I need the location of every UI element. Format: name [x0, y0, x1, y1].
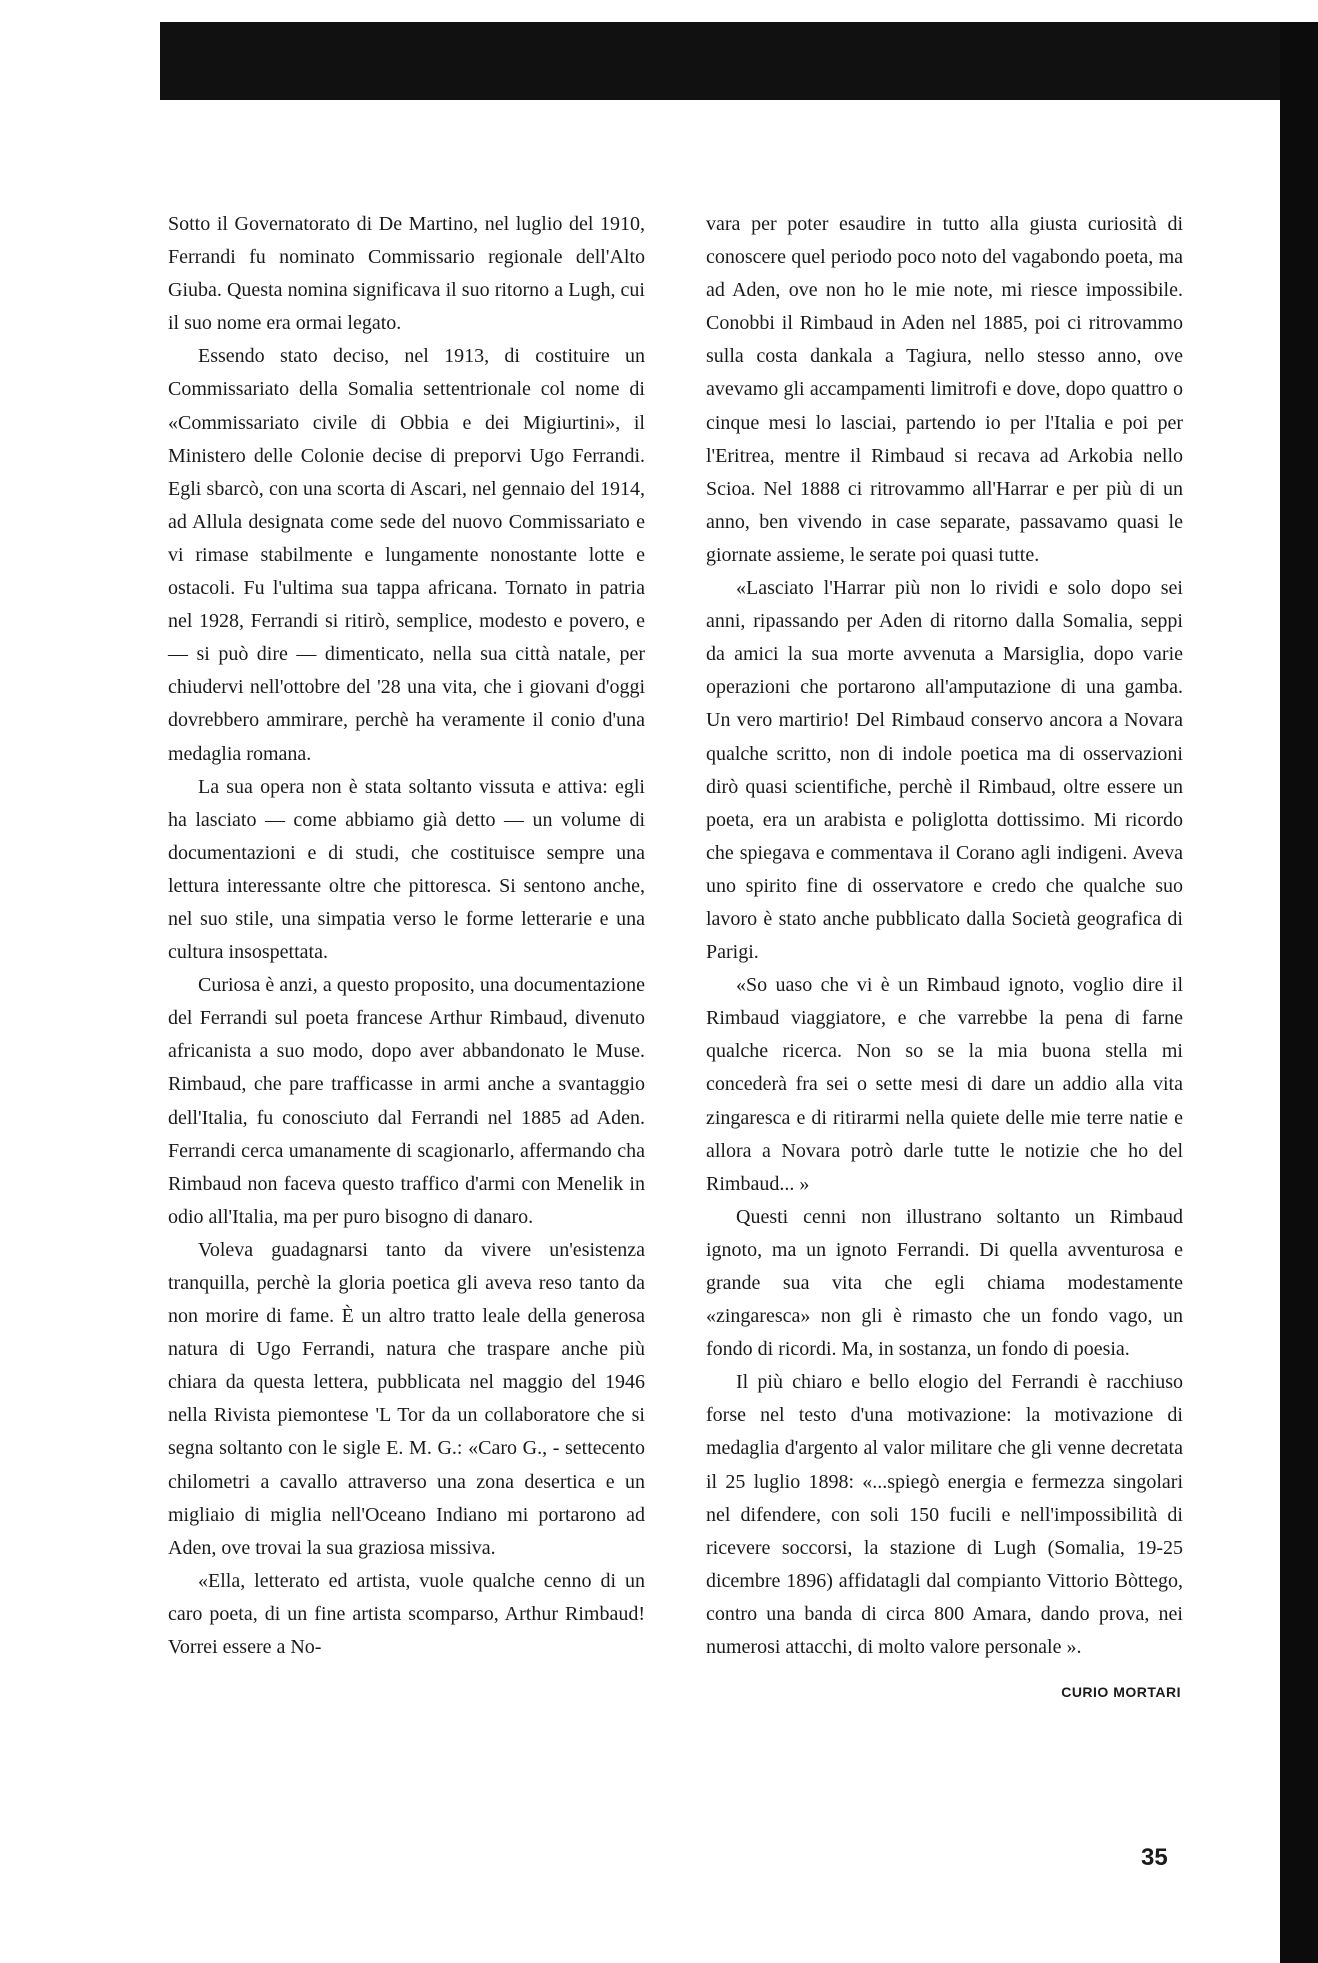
paragraph: vara per poter esaudire in tutto alla giusta curiosità di conoscere quel periodo poco noto del vagabondo poeta, ma ad Aden, ove non ho le mie note, mi riesce impossibile. Conobbi il Rimbaud in Aden nel 1885, poi ci ritrovammo sulla costa dankala a Tagiura, nello stesso anno, ove avevamo gli accampamenti limitrofi e dove, dopo quattro o cinque mesi lo lasciai, partendo io per l'Italia e poi per l'Eritrea, mentre il Rimbaud si recava ad Arkobia nello Scioa. Nel 1888 ci ritrovammo all'Harrar e per più di un anno, ben vivendo in case separate, passavamo quasi le giornate assieme, le serate poi quasi tutte.	[706, 213, 1183, 566]
paragraph: Sotto il Governatorato di De Martino, nel luglio del 1910, Ferrandi fu nominato Commissario regionale dell'Alto Giuba. Questa nomina significava il suo ritorno a Lugh, cui il suo nome era ormai legato.	[168, 213, 645, 335]
paragraph: La sua opera non è stata soltanto vissuta e attiva: egli ha lasciato — come abbiamo già detto — un volume di documentazioni e di studi, che costituisce sempre una lettura interessante oltre che pittoresca. Si sentono anche, nel suo stile, una simpatia verso le forme letterarie e una cultura insospettata.	[168, 775, 645, 964]
paragraph: Voleva guadagnarsi tanto da vivere un'esistenza tranquilla, perchè la gloria poetica gli aveva reso tanto da non morire di fame. È un altro tratto leale della generosa natura di Ugo Ferrandi, natura che traspare anche più chiara da questa lettera, pubblicata nel maggio del 1946 nella Rivista piemontese 'L Tor da un collaboratore che si segna soltanto con le sigle E. M. G.: «Caro G., - settecento chilometri a cavallo attraverso una zona desertica e un migliaio di miglia nell'Oceano Indiano mi portarono ad Aden, ove trovai la sua graziosa missiva.	[168, 1238, 645, 1559]
left-column	[168, 208, 645, 1664]
paragraph: Il più chiaro e bello elogio del Ferrandi è racchiuso forse nel testo d'una motivazione: la motivazione di medaglia d'argento al valor militare che gli venne decretata il 25 luglio 1898: «...spiegò energia e fermezza singolari nel difendere, con soli 150 fucili e nell'impossibilità di ricevere soccorsi, la stazione di Lugh (Somalia, 19-25 dicembre 1896) affidatagli dal compianto Vittorio Bòttego, contro una banda di circa 800 Amara, dando prova, nei numerosi attacchi, di molto valore personale ».	[706, 1371, 1183, 1659]
paragraph: «Lasciato l'Harrar più non lo rividi e solo dopo sei anni, ripassando per Aden di ritorno dalla Somalia, seppi da amici la sua morte avvenuta a Marsiglia, dopo varie operazioni che portarono all'amputazione di una gamba. Un vero martirio! Del Rimbaud conservo ancora a Novara qualche scritto, non di indole poetica ma di osservazioni dirò quasi scientifiche, perchè il Rimbaud, oltre essere un poeta, era un arabista e poliglotta dottissimo. Mi ricordo che spiegava e commentava il Corano agli indigeni. Aveva uno spirito fine di osservatore e credo che qualche suo lavoro è stato anche pubblicato dalla Società geografica di Parigi.	[706, 577, 1183, 964]
scan-black-border-top	[160, 22, 1318, 100]
author-signature: CURIO MORTARI	[1061, 1684, 1181, 1701]
paragraph: «So uaso che vi è un Rimbaud ignoto, voglio dire il Rimbaud viaggiatore, e che varrebbe la pena di farne qualche ricerca. Non so se la mia buona stella mi concederà fra sei o sette mesi di dare un addio alla vita zingaresca e di ritirarmi nella quiete delle mie terre natie e allora a Novara potrò darle tutte le notizie che ho del Rimbaud... »	[706, 974, 1183, 1195]
paragraph: Essendo stato deciso, nel 1913, di costituire un Commissariato della Somalia settentrionale col nome di «Commissariato civile di Obbia e dei Migiurtini», il Ministero delle Colonie decise di preporvi Ugo Ferrandi. Egli sbarcò, con una scorta di Ascari, nel gennaio del 1914, ad Allula designata come sede del nuovo Commissariato e vi rimase stabilmente e lungamente nonostante lotte e ostacoli. Fu l'ultima sua tappa africana. Tornato in patria nel 1928, Ferrandi si ritirò, semplice, modesto e povero, e — si può dire — dimenticato, nella sua città natale, per chiudervi nell'ottobre del '28 una vita, che i giovani d'oggi dovrebbero ammirare, perchè ha veramente il conio d'una medaglia romana.	[168, 345, 645, 765]
right-column	[706, 208, 1183, 1709]
scan-black-border-right	[1280, 22, 1318, 1963]
page-number: 35	[1141, 1844, 1168, 1871]
paragraph: «Ella, letterato ed artista, vuole qualche cenno di un caro poeta, di un fine artista scomparso, Arthur Rimbaud! Vorrei essere a No-	[168, 1569, 645, 1659]
paragraph: Curiosa è anzi, a questo proposito, una documentazione del Ferrandi sul poeta francese Arthur Rimbaud, divenuto africanista a suo modo, dopo aver abbandonato le Muse. Rimbaud, che pare trafficasse in armi anche a svantaggio dell'Italia, fu conosciuto dal Ferrandi nel 1885 ad Aden. Ferrandi cerca umanamente di scagionarlo, affermando cha Rimbaud non faceva questo traffico d'armi con Menelik in odio all'Italia, ma per puro bisogno di danaro.	[168, 974, 645, 1228]
paragraph: Questi cenni non illustrano soltanto un Rimbaud ignoto, ma un ignoto Ferrandi. Di quella avventurosa e grande sua vita che egli chiama modestamente «zingaresca» non gli è rimasto che un fondo vago, un fondo di ricordi. Ma, in sostanza, un fondo di poesia.	[706, 1205, 1183, 1361]
